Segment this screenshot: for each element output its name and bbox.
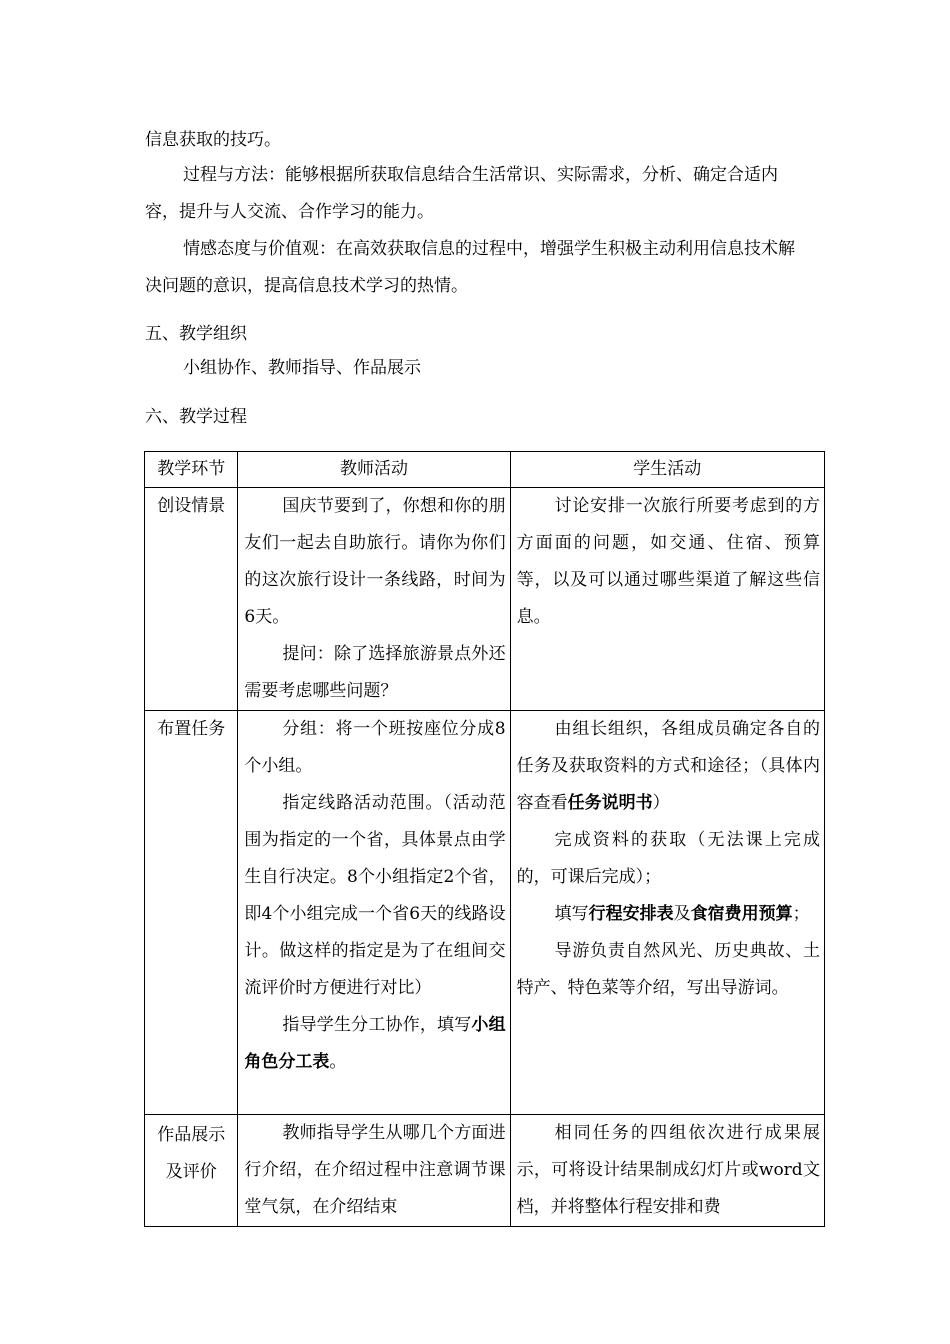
student-text <box>517 711 820 822</box>
teacher-text: 教师指导学生从哪几个方面进行介绍，在介绍过程中注意调节课堂气氛，在介绍结束 <box>244 1123 506 1217</box>
teacher-text-part: 。 <box>329 1052 347 1072</box>
paragraph-process-methods: 过程与方法：能够根据所获取信息结合生活常识、实际需求，分析、确定合适内容，提升与人交流、合作学习的能力。 <box>145 165 778 222</box>
student-text: 相同任务的四组依次进行成果展示，可将设计结果制成幻灯片或word文档，并将整体行程安排和费 <box>516 1123 820 1217</box>
teacher-text: 分组：将一个班按座位分成8个小组。 <box>244 719 506 776</box>
table-row <box>145 488 825 711</box>
student-text-part: ； <box>792 904 810 924</box>
teacher-text: 提问：除了选择旅游景点外还需要考虑哪些问题？ <box>244 644 506 701</box>
header-stage: 教学环节 <box>145 452 238 488</box>
paragraph-objectives-end: 信息获取的技巧。 <box>145 130 281 150</box>
teacher-text <box>244 1007 505 1081</box>
section-heading-organization: 五、教学组织 <box>145 324 247 344</box>
student-cell <box>510 1115 824 1227</box>
form-name-itinerary: 行程安排表 <box>588 904 674 924</box>
table-row <box>145 711 825 1115</box>
stage-line: 作品展示 <box>157 1125 226 1145</box>
teacher-cell <box>238 488 510 711</box>
teacher-text: 国庆节要到了，你想和你的朋友们一起去自助旅行。请你为你们的这次旅行设计一条线路，时间为6天。 <box>244 496 506 627</box>
form-name-budget: 食宿费用预算 <box>690 904 793 924</box>
student-text-part: 由组长组织，各组成员确定各自的任务及获取资料的方式和途径；（具体内容查看 <box>516 719 820 813</box>
student-cell <box>510 711 824 1115</box>
teacher-cell <box>238 1115 510 1227</box>
section-heading-process: 六、教学过程 <box>145 407 247 427</box>
form-name-role-table: 小组角色分工表 <box>244 1015 506 1072</box>
teacher-text: 指定线路活动范围。（活动范围为指定的一个省，具体景点由学生自行决定。8个小组指定2个省，即4个小组完成一个省6天的线路设计。做这样的指定是为了在组间交流评价时方便进行对比） <box>244 793 506 998</box>
header-student-activity: 学生活动 <box>510 452 824 488</box>
student-cell <box>510 488 824 711</box>
paragraph-attitudes-values: 情感态度与价值观：在高效获取信息的过程中，增强学生积极主动利用信息技术解决问题的意识，提高信息技术学习的热情。 <box>145 239 795 296</box>
student-text-part: ） <box>652 793 670 813</box>
table-header-row <box>145 452 825 488</box>
student-text-part: 及 <box>673 904 691 924</box>
student-text <box>517 896 820 933</box>
table-row <box>145 1115 825 1227</box>
form-name-task-manual: 任务说明书 <box>567 793 653 813</box>
teaching-process-table <box>144 451 825 1227</box>
student-text: 导游负责自然风光、历史典故、土特产、特色菜等介绍，写出导游词。 <box>516 941 820 998</box>
teacher-cell <box>238 711 510 1115</box>
paragraph-organization: 小组协作、教师指导、作品展示 <box>183 358 421 378</box>
stage-line: 及评价 <box>165 1162 217 1182</box>
stage-cell: 布置任务 <box>145 711 238 1115</box>
teacher-text-part: 指导学生分工协作，填写 <box>282 1015 472 1035</box>
stage-cell <box>145 1115 238 1227</box>
student-text: 讨论安排一次旅行所要考虑到的方方面面的问题，如交通、住宿、预算等，以及可以通过哪些渠道了解这些信息。 <box>516 496 820 627</box>
student-text-part: 填写 <box>554 904 589 924</box>
stage-cell: 创设情景 <box>145 488 238 711</box>
header-teacher-activity: 教师活动 <box>238 452 510 488</box>
student-text: 完成资料的获取（无法课上完成的，可课后完成）； <box>516 830 820 887</box>
